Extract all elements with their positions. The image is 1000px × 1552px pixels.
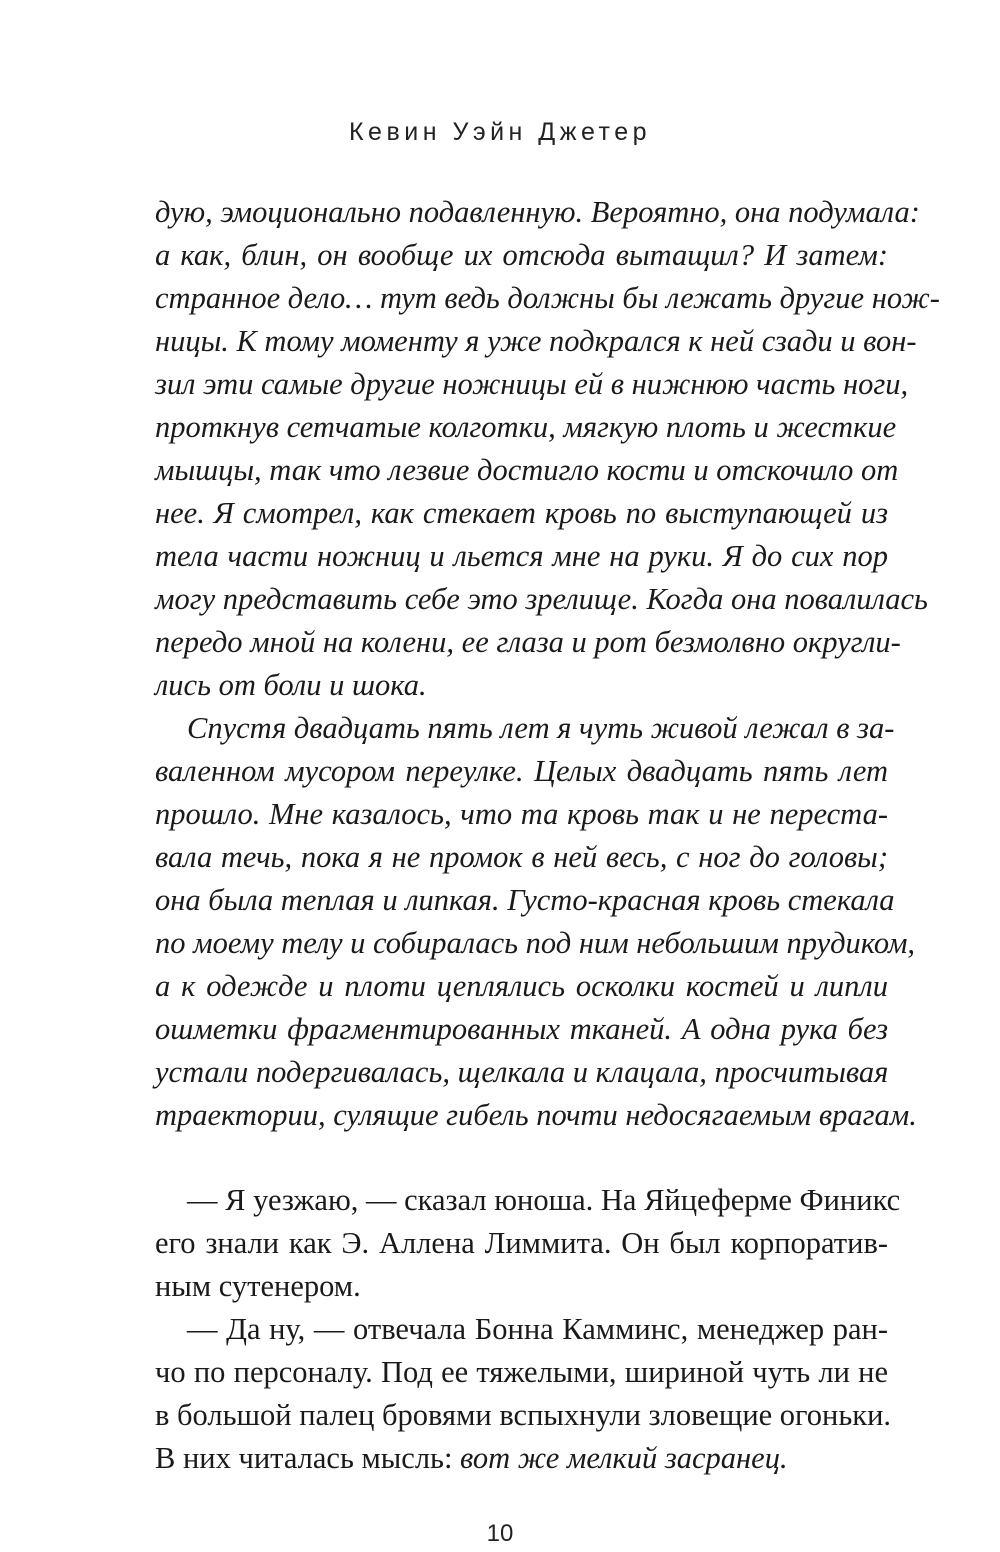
text-line: траектории, сулящие гибель почти недосягаемым врагам.	[155, 1098, 917, 1132]
paragraph	[155, 707, 917, 1137]
text-italic: вот же мелкий засранец.	[460, 1441, 788, 1475]
text-line: ницы. К тому моменту я уже подкрался к ней сзади и вон-	[155, 324, 917, 358]
text-line: могу представить себе это зрелище. Когда она повалилась	[155, 582, 928, 616]
body-text	[155, 191, 940, 1480]
text-line: странное дело… тут ведь должны бы лежать другие нож-	[155, 281, 940, 315]
text-line: дую, эмоционально подавленную. Вероятно, она подумала:	[155, 195, 920, 229]
text-line: тела части ножниц и льется мне на руки. Я до сих пор	[155, 539, 888, 573]
text-line: по моему телу и собиралась под ним небольшим прудиком,	[155, 926, 916, 960]
text-line: передо мной на колени, ее глаза и рот безмолвно округли-	[155, 625, 901, 659]
text-line: — Да ну, — отвечала Бонна Камминс, менеджер ран-	[187, 1312, 888, 1346]
text-line: мышцы, так что лезвие достигло кости и отскочило от	[155, 453, 899, 487]
text-line: зил эти самые другие ножницы ей в нижнюю часть ноги,	[155, 367, 909, 401]
text-line: прошло. Мне казалось, что та кровь так и не переста-	[155, 797, 888, 831]
text-line: лись от боли и шока.	[155, 668, 427, 702]
text-line: его знали как Э. Аллена Лиммита. Он был корпоратив-	[155, 1226, 888, 1260]
text-line: — Я уезжаю, — сказал юноша. На Яйцеферме Финикс	[187, 1183, 901, 1217]
text-line	[155, 1437, 888, 1480]
text-line: чо по персоналу. Под ее тяжелыми, шириной чуть ли не	[155, 1355, 888, 1389]
page-number: 10	[486, 1520, 514, 1547]
text-line: валенном мусором переулке. Целых двадцать пять лет	[155, 754, 888, 788]
running-head: Кевин Уэйн Джетер	[348, 118, 652, 146]
paragraph	[155, 1308, 892, 1437]
text-line: Спустя двадцать пять лет я чуть живой лежал в за-	[187, 711, 895, 745]
paragraph	[155, 1179, 901, 1308]
paragraph	[155, 191, 940, 707]
text-line: она была теплая и липкая. Густо-красная кровь стекала	[155, 883, 895, 917]
text-roman: В них читалась мысль:	[155, 1441, 461, 1475]
text-line: а как, блин, он вообще их отсюда вытащил? И затем:	[155, 238, 888, 272]
text-line: а к одежде и плоти цеплялись осколки костей и липли	[155, 969, 888, 1003]
text-line: ошметки фрагментированных тканей. А одна рука без	[155, 1012, 888, 1046]
text-line: вала течь, пока я не промок в ней весь, с ног до головы;	[155, 840, 888, 874]
text-line: устали подергивалась, щелкала и клацала, просчитывая	[155, 1055, 889, 1089]
text-line: проткнув сетчатые колготки, мягкую плоть и жесткие	[155, 410, 897, 444]
text-line: ным сутенером.	[155, 1269, 361, 1303]
text-line: в большой палец бровями вспыхнули зловещие огоньки.	[155, 1398, 892, 1432]
text-line: нее. Я смотрел, как стекает кровь по выступающей из	[155, 496, 888, 530]
section-break	[155, 1137, 888, 1179]
